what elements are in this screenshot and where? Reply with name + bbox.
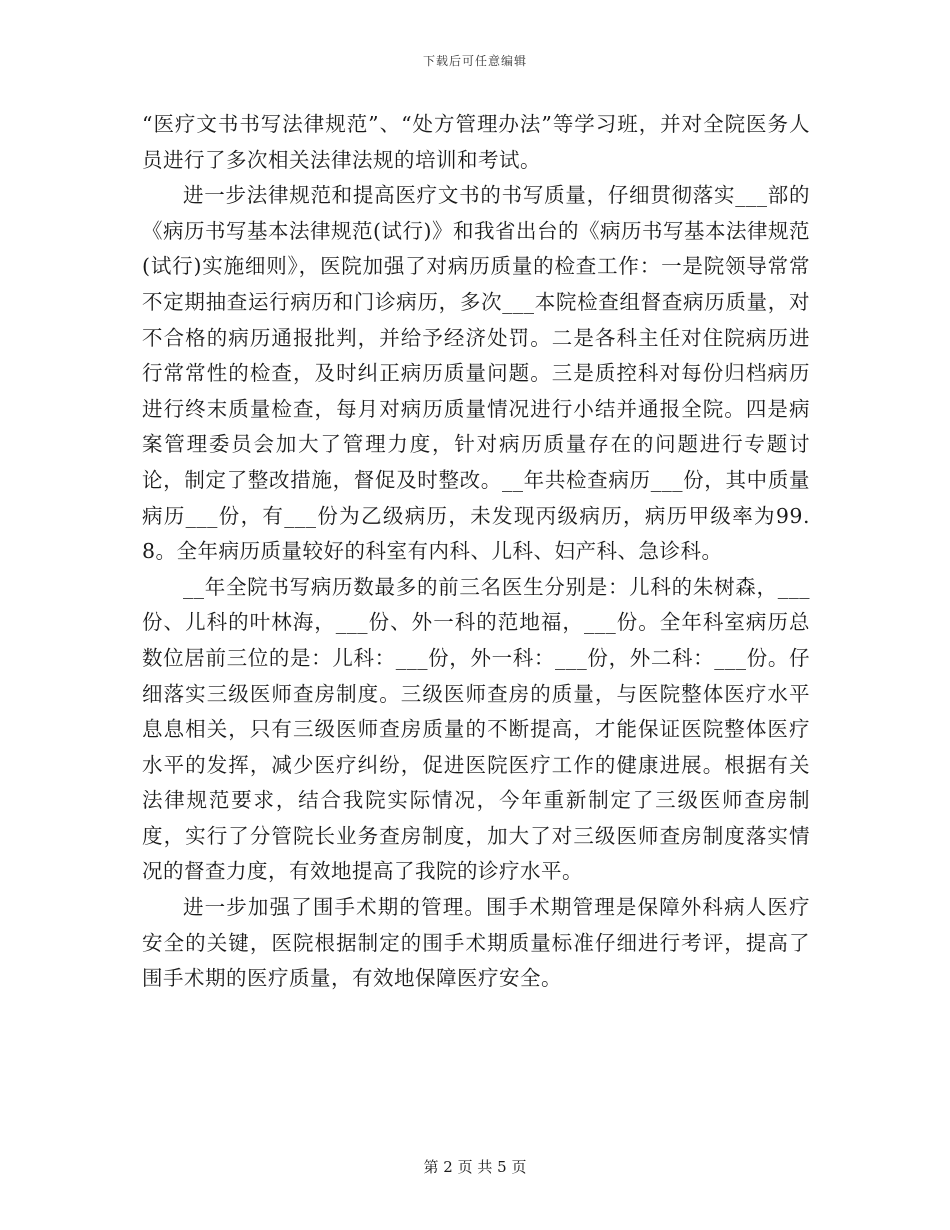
paragraph-2: 进一步法律规范和提高医疗文书的书写质量，仔细贯彻落实___部的《病历书写基本法律规范(试行)》和我省出台的《病历书写基本法律规范(试行)实施细则》，医院加强了对病历质量的检查工作：一是院领导常常不定期抽查运行病历和门诊病历，多次___本院检查组督查病历质量，对不合格的病历通报批判，并给予经济处罚。二是各科主任对住院病历进行常常性的检查，及时纠正病历质量问题。三是质控科对每份归档病历进行终末质量检查，每月对病历质量情况进行小结并通报全院。四是病案管理委员会加大了管理力度，针对病历质量存在的问题进行专题讨论，制定了整改措施，督促及时整改。__年共检查病历___份，其中质量病历___份，有___份为乙级病历，未发现丙级病历，病历甲级率为99.8。全年病历质量较好的科室有内科、儿科、妇产科、急诊科。 <box>142 183 810 564</box>
page-header: 下载后可任意编辑 <box>422 54 527 68</box>
page-number: 第 2 页 共 5 页 <box>423 1158 527 1176</box>
paragraph-1: “医疗文书书写法律规范”、“处方管理办法”等学习班，并对全院医务人员进行了多次相关法律法规的培训和考试。 <box>142 112 810 172</box>
document-body <box>142 107 810 997</box>
paragraph-3: __年全院书写病历数最多的前三名医生分别是：儿科的朱树森，___份、儿科的叶林海，___份、外一科的范地福，___份。全年科室病历总数位居前三位的是：儿科：___份，外一科：___份，外二科：___份。仔细落实三级医师查房制度。三级医师查房的质量，与医院整体医疗水平息息相关，只有三级医师查房质量的不断提高，才能保证医院整体医疗水平的发挥，减少医疗纠纷，促进医院医疗工作的健康进展。根据有关法律规范要求，结合我院实际情况，今年重新制定了三级医师查房制度，实行了分管院长业务查房制度，加大了对三级医师查房制度落实情况的督查力度，有效地提高了我院的诊疗水平。 <box>142 574 810 884</box>
paragraph-4: 进一步加强了围手术期的管理。围手术期管理是保障外科病人医疗安全的关键，医院根据制定的围手术期质量标准仔细进行考评，提高了围手术期的医疗质量，有效地保障医疗安全。 <box>142 895 810 991</box>
